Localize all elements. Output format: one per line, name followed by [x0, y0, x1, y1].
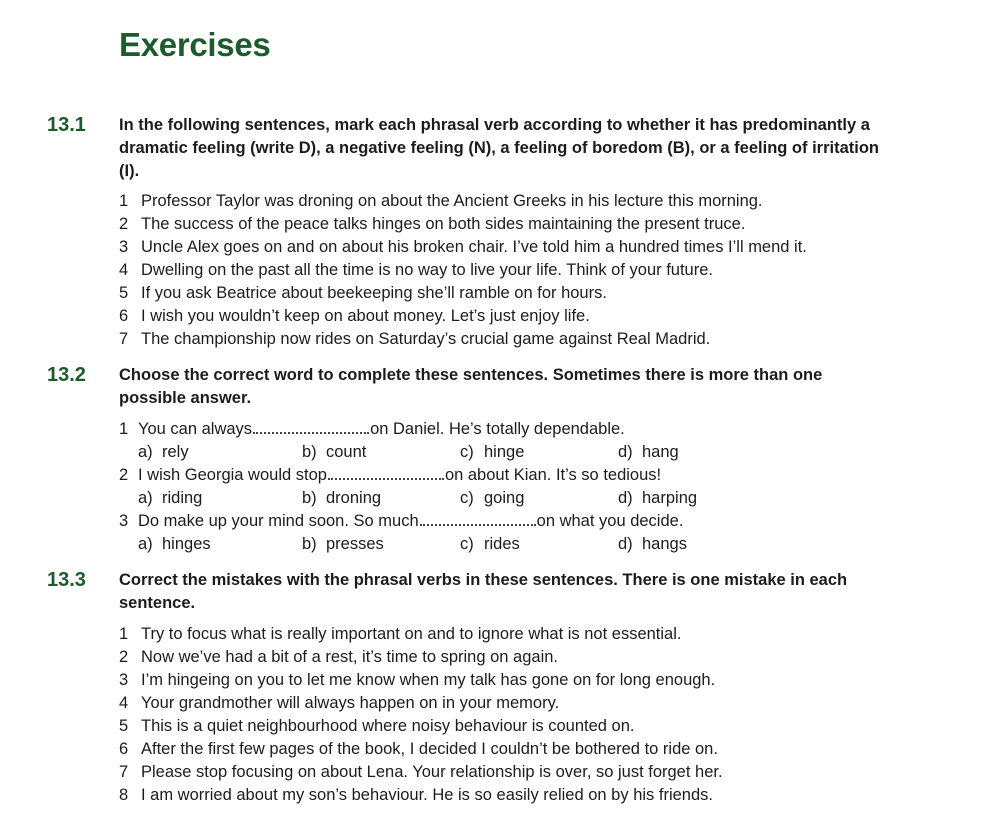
list-item: 5 If you ask Beatrice about beekeeping she’ll ramble on for hours.	[119, 284, 607, 302]
option-d[interactable]: d) hangs	[618, 535, 687, 553]
sentence-list	[119, 190, 939, 351]
option-c[interactable]: c) going	[460, 489, 525, 507]
option-d[interactable]: d) harping	[618, 489, 698, 507]
option-a[interactable]: a) riding	[138, 489, 203, 507]
option-b[interactable]: b) droning	[302, 489, 382, 507]
sentence-list	[119, 623, 939, 807]
exercise-number: 13.3	[47, 569, 86, 591]
question: 3 Do make up your mind soon. So much on what you decide.	[119, 512, 684, 530]
list-item: 1 Professor Taylor was droning on about the Ancient Greeks in his lecture this morning.	[119, 192, 763, 210]
answer-options	[119, 487, 939, 510]
option-a[interactable]: a) hinges	[138, 535, 211, 553]
question: 2 I wish Georgia would stop on about Kian. It’s so tedious!	[119, 466, 662, 484]
option-b[interactable]: b) presses	[302, 535, 384, 553]
list-item: 2 The success of the peace talks hinges on both sides maintaining the present truce.	[119, 215, 746, 233]
exercise-number: 13.2	[47, 364, 86, 386]
option-d[interactable]: d) hang	[618, 443, 679, 461]
answer-options	[119, 441, 939, 464]
option-b[interactable]: b) count	[302, 443, 367, 461]
answer-blank[interactable]	[328, 466, 444, 480]
list-item: 3 Uncle Alex goes on and on about his broken chair. I’ve told him a hundred times I’ll mend it.	[119, 238, 807, 256]
list-item: 7 The championship now rides on Saturday’s crucial game against Real Madrid.	[119, 330, 711, 348]
exercise-number: 13.1	[47, 114, 86, 136]
list-item: 5 This is a quiet neighbourhood where noisy behaviour is counted on.	[119, 717, 635, 735]
exercise-instruction: Choose the correct word to complete these sentences. Sometimes there is more than one possible answer.	[119, 366, 823, 407]
option-a[interactable]: a) rely	[138, 443, 189, 461]
answer-options	[119, 533, 939, 556]
page-title: Exercises	[119, 26, 271, 63]
answer-blank[interactable]	[253, 420, 369, 434]
option-c[interactable]: c) hinge	[460, 443, 525, 461]
list-item: 2 Now we’ve had a bit of a rest, it’s time to spring on again.	[119, 648, 558, 666]
list-item: 4 Dwelling on the past all the time is no way to live your life. Think of your future.	[119, 261, 713, 279]
exercise-instruction: In the following sentences, mark each phrasal verb according to whether it has predominantly a dramatic feeling (write D), a negative feeling (N), a feeling of boredom (B), or a feeling of irritation (I).	[119, 116, 880, 180]
list-item: 6 After the first few pages of the book, I decided I couldn’t be bothered to ride on.	[119, 740, 718, 758]
list-item: 8 I am worried about my son’s behaviour. He is so easily relied on by his friends.	[119, 786, 713, 804]
list-item: 1 Try to focus what is really important on and to ignore what is not essential.	[119, 625, 682, 643]
question: 1 You can always on Daniel. He’s totally dependable.	[119, 420, 625, 438]
list-item: 3 I’m hingeing on you to let me know when my talk has gone on for long enough.	[119, 671, 716, 689]
exercise-instruction: Correct the mistakes with the phrasal verbs in these sentences. There is one mistake in each sentence.	[119, 571, 848, 612]
question-list	[119, 418, 939, 556]
answer-blank[interactable]	[420, 512, 536, 526]
list-item: 4 Your grandmother will always happen on in your memory.	[119, 694, 560, 712]
option-c[interactable]: c) rides	[460, 535, 520, 553]
list-item: 7 Please stop focusing on about Lena. Your relationship is over, so just forget her.	[119, 763, 723, 781]
list-item: 6 I wish you wouldn’t keep on about money. Let’s just enjoy life.	[119, 307, 590, 325]
